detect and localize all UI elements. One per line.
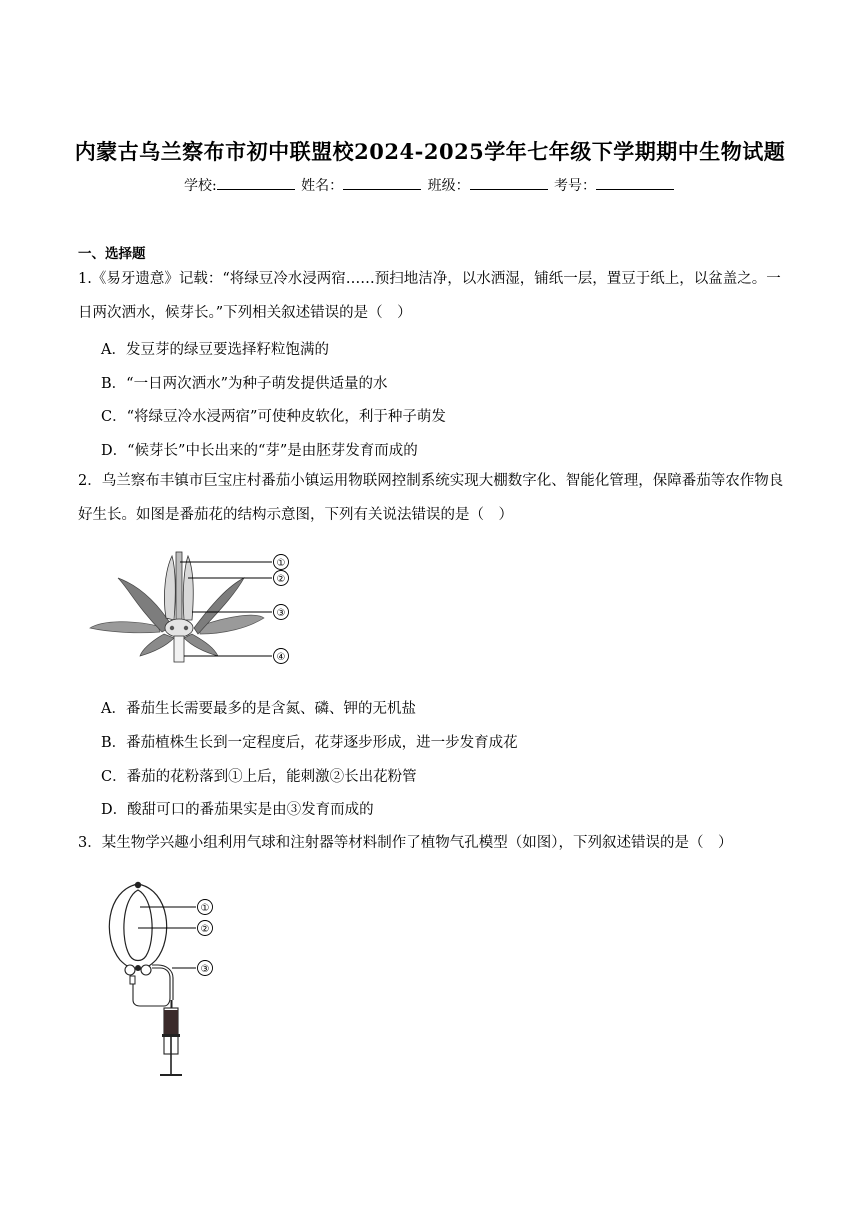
flower-label-2: ②: [276, 574, 286, 585]
question-2-option-d: D．酸甜可口的番茄果实是由③发育而成的: [101, 802, 374, 818]
question-1-option-b: B．“一日两次洒水”为种子萌发提供适量的水: [101, 376, 388, 392]
question-2-option-b: B．番茄植株生长到一定程度后，花芽逐步形成，进一步发育成花: [101, 735, 518, 751]
class-blank: [470, 177, 548, 190]
question-1-option-a: A．发豆芽的绿豆要选择籽粒饱满的: [101, 342, 329, 358]
flower-label-3: ③: [276, 608, 286, 619]
question-2-stem: 2．乌兰察布丰镇市巨宝庄村番茄小镇运用物联网控制系统实现大棚数字化、智能化管理，保障番茄等农作物良好生长。如图是番茄花的结构示意图，下列有关说法错误的是（ ）: [78, 473, 784, 523]
stoma-model-diagram: [100, 876, 220, 1082]
name-label: 姓名：: [301, 178, 344, 194]
question-1-stem: 1.《易牙遗意》记载：“将绿豆冷水浸两宿……预扫地洁净，以水洒湿，铺纸一层，置豆于纸上，以盆盖之。一日两次洒水，候芽长。”下列相关叙述错误的是（ ）: [78, 271, 781, 321]
stoma-label-3: ③: [200, 964, 210, 975]
exam-no-label: 考号：: [554, 178, 597, 194]
exam-no-blank: [596, 177, 674, 190]
section-title: 一、选择题: [78, 246, 146, 262]
class-label: 班级：: [427, 178, 470, 194]
question-1-option-c: C．“将绿豆冷水浸两宿”可使种皮软化，利于种子萌发: [101, 409, 446, 425]
question-3-stem: 3．某生物学兴趣小组利用气球和注射器等材料制作了植物气孔模型（如图），下列叙述错误的是（ ）: [78, 835, 733, 851]
stoma-label-2: ②: [200, 924, 210, 935]
flower-label-4: ④: [276, 652, 286, 663]
flower-label-1: ①: [276, 558, 286, 569]
stoma-label-1: ①: [200, 903, 210, 914]
question-1-option-d: D．“候芽长”中长出来的“芽”是由胚芽发育而成的: [101, 443, 418, 459]
student-info-line: [0, 175, 860, 195]
tomato-flower-figure: [88, 548, 298, 670]
question-2-option-a: A．番茄生长需要最多的是含氮、磷、钾的无机盐: [101, 701, 416, 717]
tomato-flower-diagram: [88, 548, 298, 670]
school-blank: [217, 177, 295, 190]
stoma-model-figure: [100, 876, 220, 1082]
name-blank: [343, 177, 421, 190]
question-2-option-c: C．番茄的花粉落到①上后，能刺激②长出花粉管: [101, 769, 417, 785]
page-title: 内蒙古乌兰察布市初中联盟校2024-2025学年七年级下学期期中生物试题: [74, 139, 786, 164]
school-label: 学校:: [183, 178, 217, 194]
